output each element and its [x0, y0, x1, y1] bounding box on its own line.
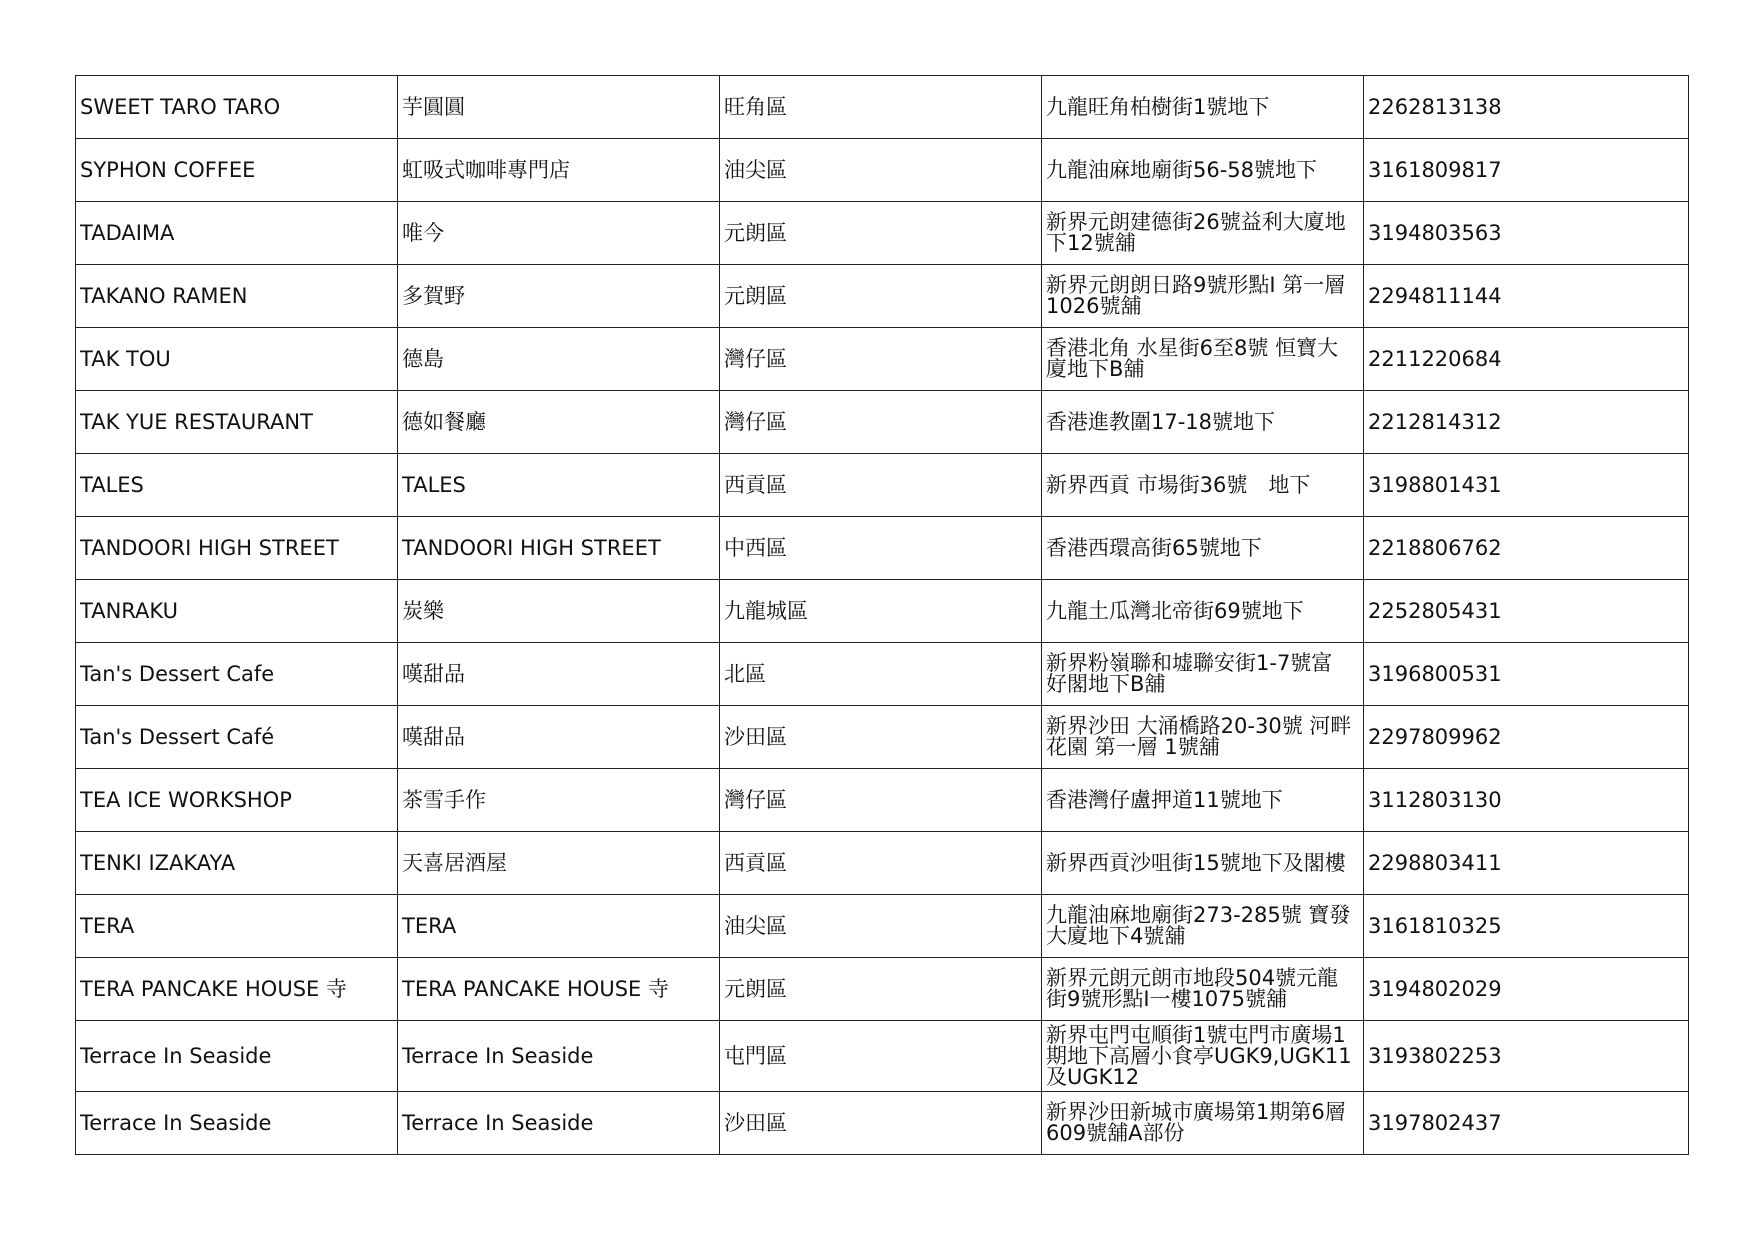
address-cell: 香港北角 水星街6至8號 恒寶大廈地下B舖	[1042, 328, 1364, 391]
chinese-name-cell: 天喜居酒屋	[398, 832, 720, 895]
table-row	[76, 265, 1689, 328]
address-cell: 新界元朗建德街26號益利大廈地下12號舖	[1042, 202, 1364, 265]
phone-cell: 3193802253	[1364, 1021, 1689, 1092]
address-cell: 新界元朗元朗市地段504號元龍街9號形點I一樓1075號舖	[1042, 958, 1364, 1021]
phone-cell: 2298803411	[1364, 832, 1689, 895]
address-cell: 新界屯門屯順街1號屯門市廣場1期地下高層小食亭UGK9,UGK11及UGK12	[1042, 1021, 1364, 1092]
address-cell: 香港進教圍17-18號地下	[1042, 391, 1364, 454]
district-cell: 西貢區	[720, 454, 1042, 517]
address-cell: 新界沙田 大涌橋路20-30號 河畔花園 第一層 1號舖	[1042, 706, 1364, 769]
district-cell: 元朗區	[720, 202, 1042, 265]
district-cell: 九龍城區	[720, 580, 1042, 643]
table-row	[76, 454, 1689, 517]
district-cell: 元朗區	[720, 265, 1042, 328]
table-row	[76, 958, 1689, 1021]
address-cell: 香港灣仔盧押道11號地下	[1042, 769, 1364, 832]
table-row	[76, 328, 1689, 391]
district-cell: 灣仔區	[720, 391, 1042, 454]
district-cell: 元朗區	[720, 958, 1042, 1021]
chinese-name-cell: 德如餐廳	[398, 391, 720, 454]
district-cell: 西貢區	[720, 832, 1042, 895]
english-name-cell: TAKANO RAMEN	[76, 265, 398, 328]
table-row	[76, 1092, 1689, 1155]
phone-cell: 3194803563	[1364, 202, 1689, 265]
phone-cell: 2297809962	[1364, 706, 1689, 769]
english-name-cell: TAK TOU	[76, 328, 398, 391]
chinese-name-cell: TERA PANCAKE HOUSE 寺	[398, 958, 720, 1021]
table-row	[76, 139, 1689, 202]
english-name-cell: TADAIMA	[76, 202, 398, 265]
chinese-name-cell: 德島	[398, 328, 720, 391]
table-row	[76, 517, 1689, 580]
restaurant-table	[75, 75, 1689, 1155]
district-cell: 灣仔區	[720, 769, 1042, 832]
english-name-cell: TANRAKU	[76, 580, 398, 643]
chinese-name-cell: 多賀野	[398, 265, 720, 328]
phone-cell: 3198801431	[1364, 454, 1689, 517]
phone-cell: 2294811144	[1364, 265, 1689, 328]
phone-cell: 3194802029	[1364, 958, 1689, 1021]
table-row	[76, 832, 1689, 895]
phone-cell: 2211220684	[1364, 328, 1689, 391]
english-name-cell: TERA	[76, 895, 398, 958]
phone-cell: 2262813138	[1364, 76, 1689, 139]
phone-cell: 2212814312	[1364, 391, 1689, 454]
district-cell: 沙田區	[720, 1092, 1042, 1155]
english-name-cell: Terrace In Seaside	[76, 1092, 398, 1155]
address-cell: 新界元朗朗日路9號形點I 第一層1026號舖	[1042, 265, 1364, 328]
table-row	[76, 895, 1689, 958]
table-row	[76, 1021, 1689, 1092]
english-name-cell: TALES	[76, 454, 398, 517]
phone-cell: 3197802437	[1364, 1092, 1689, 1155]
address-cell: 九龍油麻地廟街56-58號地下	[1042, 139, 1364, 202]
english-name-cell: TANDOORI HIGH STREET	[76, 517, 398, 580]
district-cell: 北區	[720, 643, 1042, 706]
english-name-cell: SWEET TARO TARO	[76, 76, 398, 139]
district-cell: 油尖區	[720, 895, 1042, 958]
district-cell: 沙田區	[720, 706, 1042, 769]
chinese-name-cell: 唯今	[398, 202, 720, 265]
district-cell: 油尖區	[720, 139, 1042, 202]
english-name-cell: TERA PANCAKE HOUSE 寺	[76, 958, 398, 1021]
table-row	[76, 391, 1689, 454]
phone-cell: 2252805431	[1364, 580, 1689, 643]
district-cell: 灣仔區	[720, 328, 1042, 391]
table-row	[76, 643, 1689, 706]
address-cell: 九龍旺角柏樹街1號地下	[1042, 76, 1364, 139]
chinese-name-cell: 嘆甜品	[398, 643, 720, 706]
table-row	[76, 580, 1689, 643]
chinese-name-cell: 芋圓圓	[398, 76, 720, 139]
district-cell: 中西區	[720, 517, 1042, 580]
chinese-name-cell: Terrace In Seaside	[398, 1092, 720, 1155]
address-cell: 新界粉嶺聯和墟聯安街1-7號富好閣地下B舖	[1042, 643, 1364, 706]
chinese-name-cell: TANDOORI HIGH STREET	[398, 517, 720, 580]
restaurant-listing-sheet	[75, 75, 1688, 1155]
address-cell: 九龍油麻地廟街273-285號 寶發大廈地下4號舖	[1042, 895, 1364, 958]
english-name-cell: TAK YUE RESTAURANT	[76, 391, 398, 454]
chinese-name-cell: 虹吸式咖啡專門店	[398, 139, 720, 202]
table-row	[76, 706, 1689, 769]
phone-cell: 3196800531	[1364, 643, 1689, 706]
address-cell: 新界西貢 市場街36號 地下	[1042, 454, 1364, 517]
chinese-name-cell: 嘆甜品	[398, 706, 720, 769]
phone-cell: 3161810325	[1364, 895, 1689, 958]
chinese-name-cell: 炭樂	[398, 580, 720, 643]
english-name-cell: Tan's Dessert Cafe	[76, 643, 398, 706]
address-cell: 新界西貢沙咀街15號地下及閣樓	[1042, 832, 1364, 895]
district-cell: 屯門區	[720, 1021, 1042, 1092]
district-cell: 旺角區	[720, 76, 1042, 139]
english-name-cell: TEA ICE WORKSHOP	[76, 769, 398, 832]
english-name-cell: Terrace In Seaside	[76, 1021, 398, 1092]
phone-cell: 3112803130	[1364, 769, 1689, 832]
address-cell: 香港西環高街65號地下	[1042, 517, 1364, 580]
english-name-cell: SYPHON COFFEE	[76, 139, 398, 202]
english-name-cell: Tan's Dessert Café	[76, 706, 398, 769]
phone-cell: 2218806762	[1364, 517, 1689, 580]
phone-cell: 3161809817	[1364, 139, 1689, 202]
restaurant-table-body	[76, 76, 1689, 1155]
chinese-name-cell: TALES	[398, 454, 720, 517]
chinese-name-cell: TERA	[398, 895, 720, 958]
table-row	[76, 76, 1689, 139]
address-cell: 九龍土瓜灣北帝街69號地下	[1042, 580, 1364, 643]
english-name-cell: TENKI IZAKAYA	[76, 832, 398, 895]
chinese-name-cell: 茶雪手作	[398, 769, 720, 832]
table-row	[76, 769, 1689, 832]
table-row	[76, 202, 1689, 265]
chinese-name-cell: Terrace In Seaside	[398, 1021, 720, 1092]
address-cell: 新界沙田新城市廣場第1期第6層609號舖A部份	[1042, 1092, 1364, 1155]
